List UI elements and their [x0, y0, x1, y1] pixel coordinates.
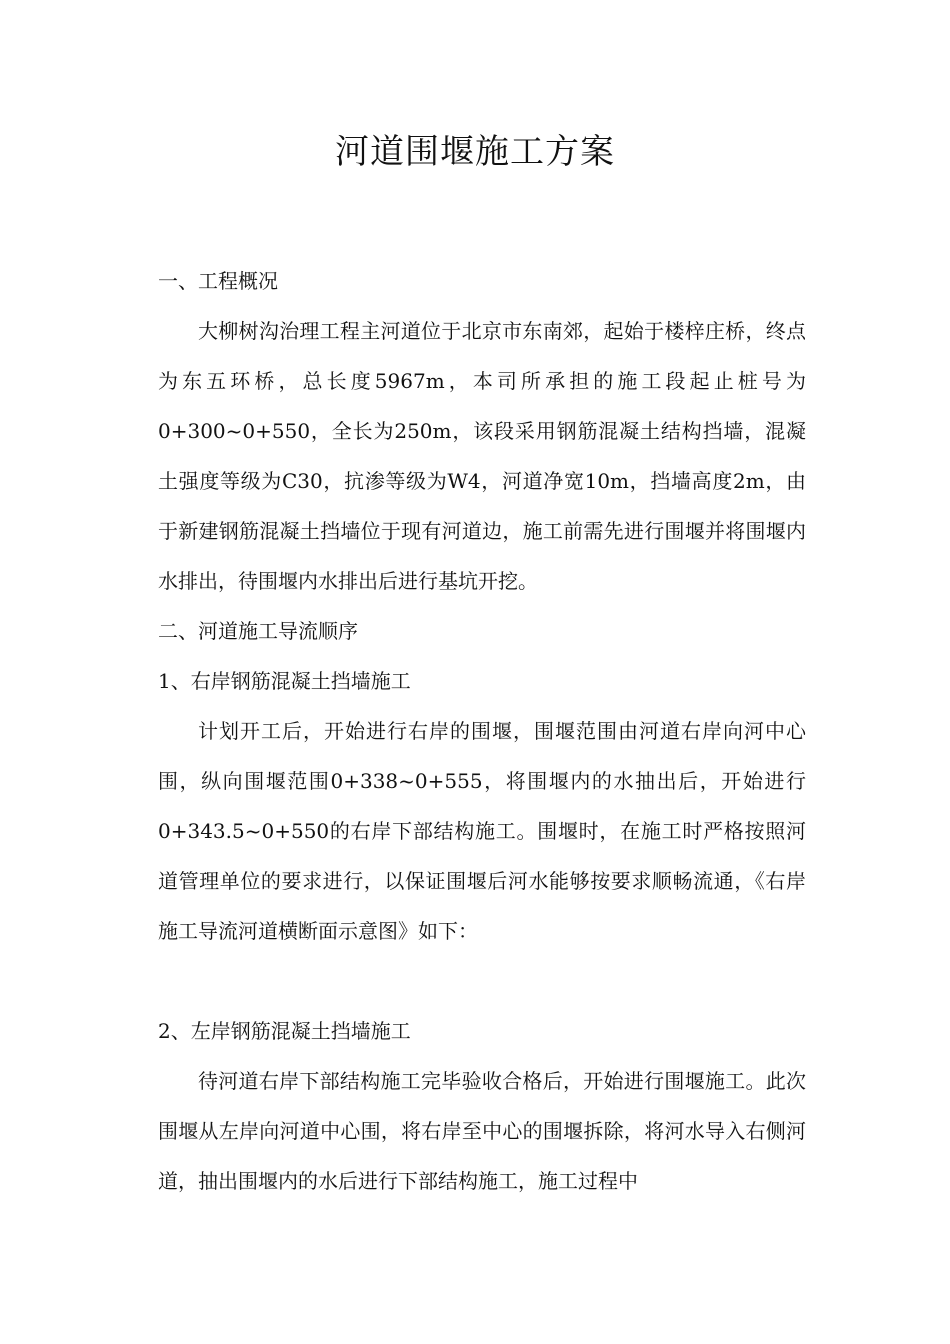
- paragraph-right-bank: 计划开工后，开始进行右岸的围堰，围堰范围由河道右岸向河中心围，纵向围堰范围0+338~0+555，将围堰内的水抽出后，开始进行0+343.5~0+550的右岸下部结构施工。围堰时，在施工时严格按照河道管理单位的要求进行，以保证围堰后河水能够按要求顺畅流通，《右岸施工导流河道横断面示意图》如下：: [158, 719, 806, 943]
- document-title: 河道围堰施工方案: [335, 132, 615, 172]
- subsection-heading-right-bank: 1、右岸钢筋混凝土挡墙施工: [158, 669, 411, 693]
- paragraph-overview: 大柳树沟治理工程主河道位于北京市东南郊，起始于楼梓庄桥，终点为东五环桥，总长度5967m，本司所承担的施工段起止桩号为0+300~0+550，全长为250m，该段采用钢筋混凝土结构挡墙，混凝土强度等级为C30，抗渗等级为W4，河道净宽10m，挡墙高度2m，由于新建钢筋混凝土挡墙位于现有河道边，施工前需先进行围堰并将围堰内水排出，待围堰内水排出后进行基坑开挖。: [158, 319, 806, 593]
- subsection-heading-left-bank: 2、左岸钢筋混凝土挡墙施工: [158, 1019, 411, 1043]
- document-body: [158, 256, 806, 1206]
- section-heading-overview: 一、工程概况: [158, 269, 278, 293]
- paragraph-left-bank: 待河道右岸下部结构施工完毕验收合格后，开始进行围堰施工。此次围堰从左岸向河道中心围，将右岸至中心的围堰拆除，将河水导入右侧河道，抽出围堰内的水后进行下部结构施工，施工过程中: [158, 1069, 806, 1193]
- figure-placeholder-gap: [158, 956, 806, 1006]
- section-heading-diversion-sequence: 二、河道施工导流顺序: [158, 619, 358, 643]
